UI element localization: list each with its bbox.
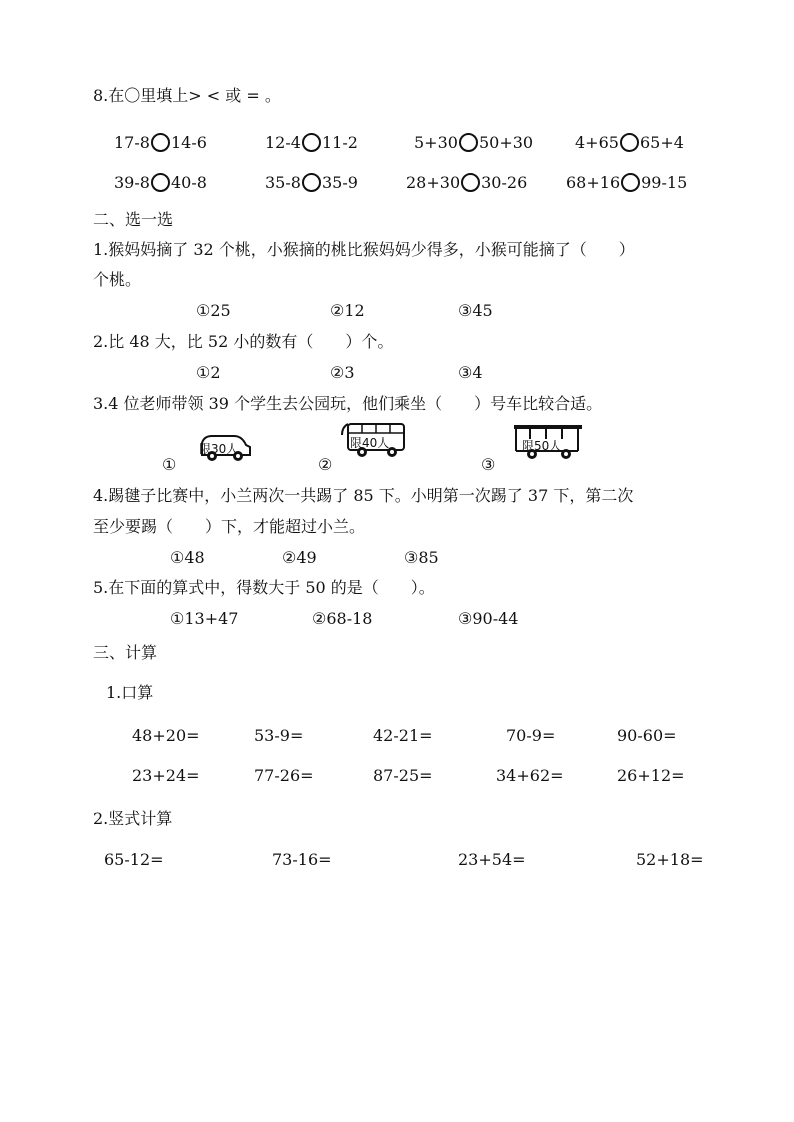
compare-left: 68+16 <box>566 173 621 192</box>
compare-item <box>414 133 533 153</box>
q1-option-1[interactable]: ①25 <box>196 301 231 320</box>
answer-circle[interactable] <box>302 173 321 192</box>
question-2: 2.比 48 大，比 52 小的数有（ ）个。 <box>93 332 394 351</box>
compare-item <box>114 133 207 153</box>
q3-option-2[interactable]: ② <box>318 455 333 474</box>
truck-bus-icon <box>510 421 586 463</box>
section-8-heading: 8.在〇里填上> < 或 = 。 <box>93 86 281 105</box>
q2-option-2[interactable]: ②3 <box>330 363 355 382</box>
compare-right: 65+4 <box>639 133 684 152</box>
compare-right: 40-8 <box>170 173 207 192</box>
vertical-item: 65-12= <box>104 850 164 869</box>
part-2-title: 二、选一选 <box>93 210 174 229</box>
vehicle-label: 限40人 <box>350 436 390 450</box>
compare-right: 50+30 <box>478 133 534 152</box>
vehicle-label: 限50人 <box>522 439 562 453</box>
compare-right: 14-6 <box>170 133 207 152</box>
oral-item: 23+24= <box>132 766 200 785</box>
compare-item <box>566 173 687 193</box>
compare-item <box>406 173 527 193</box>
vehicle-label: 限30人 <box>199 442 239 456</box>
compare-left: 12-4 <box>265 133 301 152</box>
compare-right: 30-26 <box>481 173 528 192</box>
compare-right: 11-2 <box>321 133 358 152</box>
part-3-title: 三、计算 <box>93 643 158 662</box>
q1-option-3[interactable]: ③45 <box>458 301 493 320</box>
compare-item <box>265 173 358 193</box>
oral-item: 34+62= <box>496 766 564 785</box>
question-4-line-1: 4.踢毽子比赛中，小兰两次一共踢了 85 下。小明第一次踢了 37 下，第二次 <box>93 486 634 505</box>
oral-item: 70-9= <box>506 726 556 745</box>
q1-option-2[interactable]: ②12 <box>330 301 365 320</box>
question-1-line-2: 个桃。 <box>93 270 142 289</box>
q3-option-1[interactable]: ① <box>162 455 177 474</box>
compare-left: 17-8 <box>114 133 150 152</box>
oral-calc-title: 1.口算 <box>106 683 154 702</box>
q3-option-3[interactable]: ③ <box>481 455 496 474</box>
answer-circle[interactable] <box>621 173 640 192</box>
bus-icon <box>340 419 408 461</box>
answer-circle[interactable] <box>302 133 321 152</box>
answer-circle[interactable] <box>459 133 478 152</box>
answer-circle[interactable] <box>461 173 480 192</box>
oral-item: 26+12= <box>617 766 685 785</box>
q2-option-1[interactable]: ①2 <box>196 363 221 382</box>
answer-circle[interactable] <box>151 173 170 192</box>
compare-right: 99-15 <box>641 173 688 192</box>
oral-item: 87-25= <box>373 766 433 785</box>
vertical-item: 73-16= <box>272 850 332 869</box>
vertical-item: 23+54= <box>458 850 526 869</box>
question-4-line-2: 至少要踢（ ）下，才能超过小兰。 <box>93 517 366 536</box>
oral-item: 90-60= <box>617 726 677 745</box>
compare-item <box>114 173 207 193</box>
compare-left: 5+30 <box>414 133 458 152</box>
compare-right: 35-9 <box>321 173 358 192</box>
compare-left: 28+30 <box>406 173 461 192</box>
compare-left: 4+65 <box>575 133 619 152</box>
q5-option-2[interactable]: ②68-18 <box>312 609 373 628</box>
answer-circle[interactable] <box>620 133 639 152</box>
oral-item: 42-21= <box>373 726 433 745</box>
compare-item <box>575 133 684 153</box>
vertical-calc-title: 2.竖式计算 <box>93 809 173 828</box>
car-icon <box>196 431 252 463</box>
answer-circle[interactable] <box>151 133 170 152</box>
question-1-line-1: 1.猴妈妈摘了 32 个桃，小猴摘的桃比猴妈妈少得多，小猴可能摘了（ ） <box>93 240 635 259</box>
q4-option-1[interactable]: ①48 <box>170 548 205 567</box>
oral-item: 48+20= <box>132 726 200 745</box>
q5-option-3[interactable]: ③90-44 <box>458 609 519 628</box>
q2-option-3[interactable]: ③4 <box>458 363 483 382</box>
compare-left: 39-8 <box>114 173 150 192</box>
q4-option-3[interactable]: ③85 <box>404 548 439 567</box>
oral-item: 77-26= <box>254 766 314 785</box>
compare-item <box>265 133 358 153</box>
question-5: 5.在下面的算式中，得数大于 50 的是（ ）。 <box>93 578 435 597</box>
q4-option-2[interactable]: ②49 <box>282 548 317 567</box>
question-3: 3.4 位老师带领 39 个学生去公园玩，他们乘坐（ ）号车比较合适。 <box>93 394 603 413</box>
q5-option-1[interactable]: ①13+47 <box>170 609 239 628</box>
oral-item: 53-9= <box>254 726 304 745</box>
compare-left: 35-8 <box>265 173 301 192</box>
vertical-item: 52+18= <box>636 850 704 869</box>
